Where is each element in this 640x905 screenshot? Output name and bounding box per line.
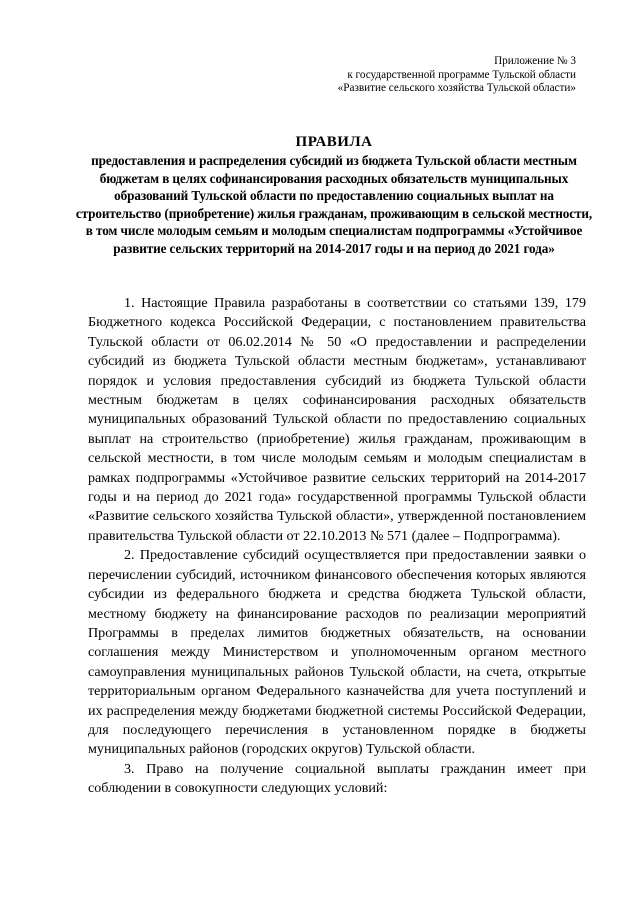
paragraph-2: 2. Предоставление субсидий осуществляется при предоставлении заявки о перечислении субсидий, источником финансового обеспечения которых являются субсидии из федерального бюджета и средства бюджета Тульской области, местному бюджету на финансирование расходов по реализации мероприятий Программы в пределах лимитов бюджетных обязательств, на основании соглашения между Министерством и уполномоченным органом местного самоуправления муниципальных районов Тульской области, на счета, открытые территориальным органом Федерального казначейства для учета поступлений и их распределения между бюджетами бюджетной системы Российской Федерации, для последующего перечисления в установленном порядке в бюджеты муниципальных районов (городских округов) Тульской области. — [88, 547, 586, 758]
appendix-program-name: «Развитие сельского хозяйства Тульской области» — [337, 82, 576, 94]
document-title-block — [74, 133, 594, 258]
appendix-header — [338, 55, 576, 96]
appendix-number: Приложение № 3 — [494, 55, 576, 67]
document-title: ПРАВИЛА — [295, 134, 373, 150]
appendix-program-ref: к государственной программе Тульской области — [347, 68, 576, 81]
document-body — [88, 294, 586, 799]
paragraph-3: 3. Право на получение социальной выплаты гражданин имеет при соблюдении в совокупности следующих условий: — [88, 760, 586, 797]
document-subtitle: предоставления и распределения субсидий из бюджета Тульской области местным бюджетам в целях софинансирования расходных обязательств муниципальных образований Тульской области по предоставлению социальных выплат на строительство (приобретение) жилья гражданам, проживающим в сельской местности, в том числе молодым семьям и молодым специалистам подпрограммы «Устойчивое развитие сельских территорий на 2014-2017 годы и на период до 2021 года» — [75, 153, 593, 256]
paragraph-1: 1. Настоящие Правила разработаны в соответствии со статьями 139, 179 Бюджетного кодекса Российской Федерации, с постановлением правительства Тульской области от 06.02.2014 № 50 «О предоставлении и распределении субсидий из бюджета Тульской области местным бюджетам», устанавливают порядок и условия предоставления субсидий из бюджета Тульской области местным бюджетам в целях софинансирования расходных обязательств муниципальных образований Тульской области по предоставлению социальных выплат на строительство (приобретение) жилья гражданам, проживающим в сельской местности, в том числе молодым семьям и молодым специалистам в рамках подпрограммы «Устойчивое развитие сельских территорий на 2014-2017 годы и на период до 2021 года» государственной программы Тульской области «Развитие сельского хозяйства Тульской области», утвержденной постановлением правительства Тульской области от 22.10.2013 № 571 (далее – Подпрограмма). — [88, 295, 586, 544]
